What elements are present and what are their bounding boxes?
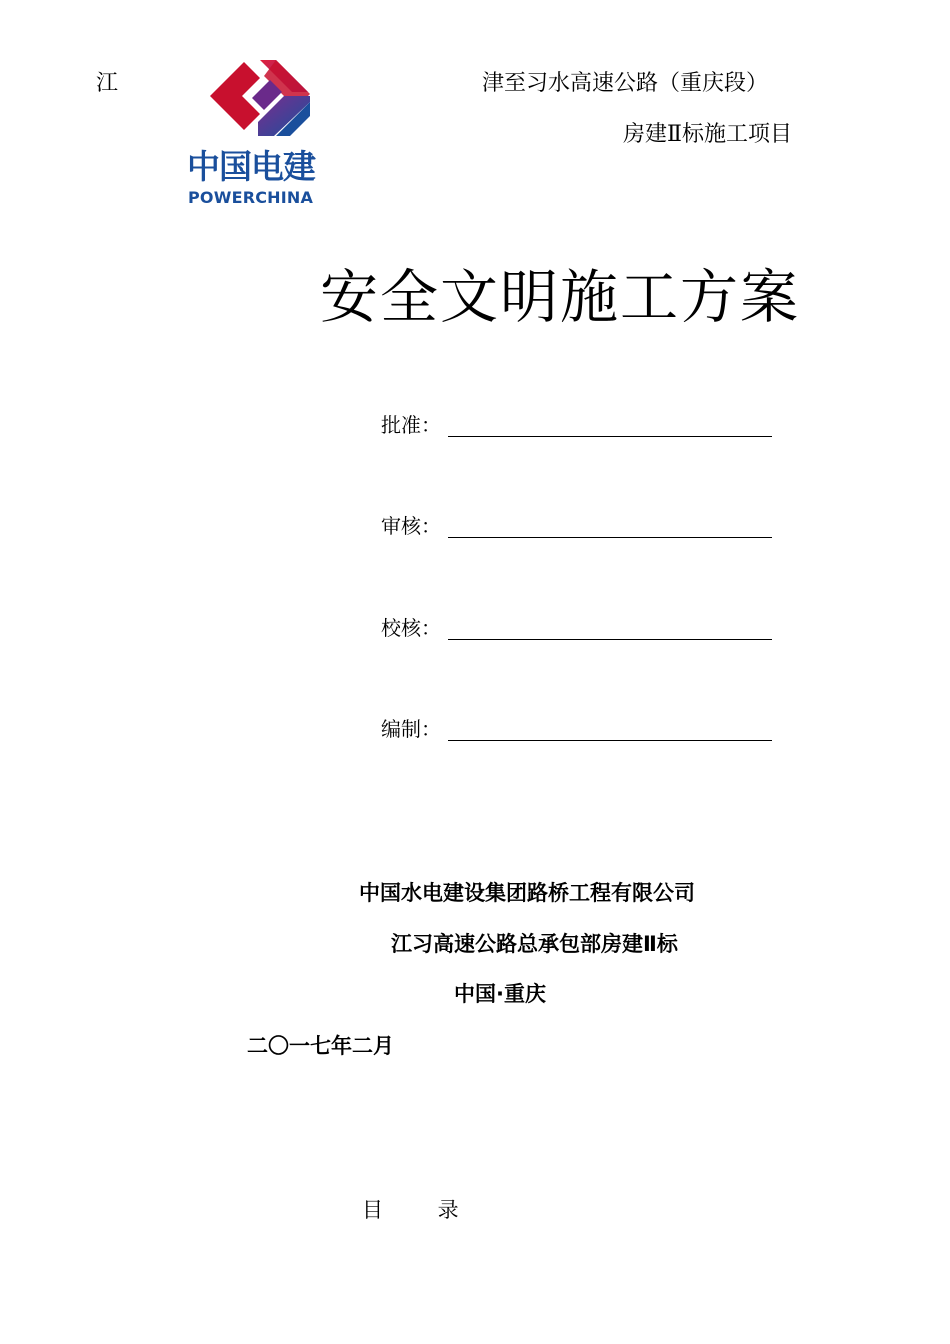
signature-row-compile [381,719,773,749]
location: 中国·重庆 [454,982,546,1006]
signature-line [448,436,772,437]
toc-title: 目 录 [362,1198,459,1222]
department-name: 江习高速公路总承包部房建Ⅱ标 [391,932,678,956]
project-name-line2: 房建Ⅱ标施工项目 [623,122,792,147]
document-date: 二〇一七年二月 [247,1034,394,1058]
signature-label: 校核： [381,616,441,640]
signature-line [448,537,772,538]
signature-row-review [381,516,773,546]
signature-line [448,740,772,741]
company-name: 中国水电建设集团路桥工程有限公司 [359,881,695,905]
signature-row-approve [381,415,773,445]
signature-label: 审核： [381,514,441,538]
powerchina-logo-icon [208,56,312,140]
project-name-line1: 津至习水高速公路（重庆段） [482,71,769,96]
powerchina-logo [184,56,334,212]
signature-row-check [381,618,773,648]
logo-name-en: POWERCHINA [188,188,314,207]
document-title: 安全文明施工方案 [320,263,801,331]
header-left-char: 江 [96,71,119,96]
signature-label: 批准： [381,413,441,437]
signature-label: 编制： [381,717,441,741]
signature-line [448,639,772,640]
logo-name-cn: 中国电建 [187,147,315,186]
